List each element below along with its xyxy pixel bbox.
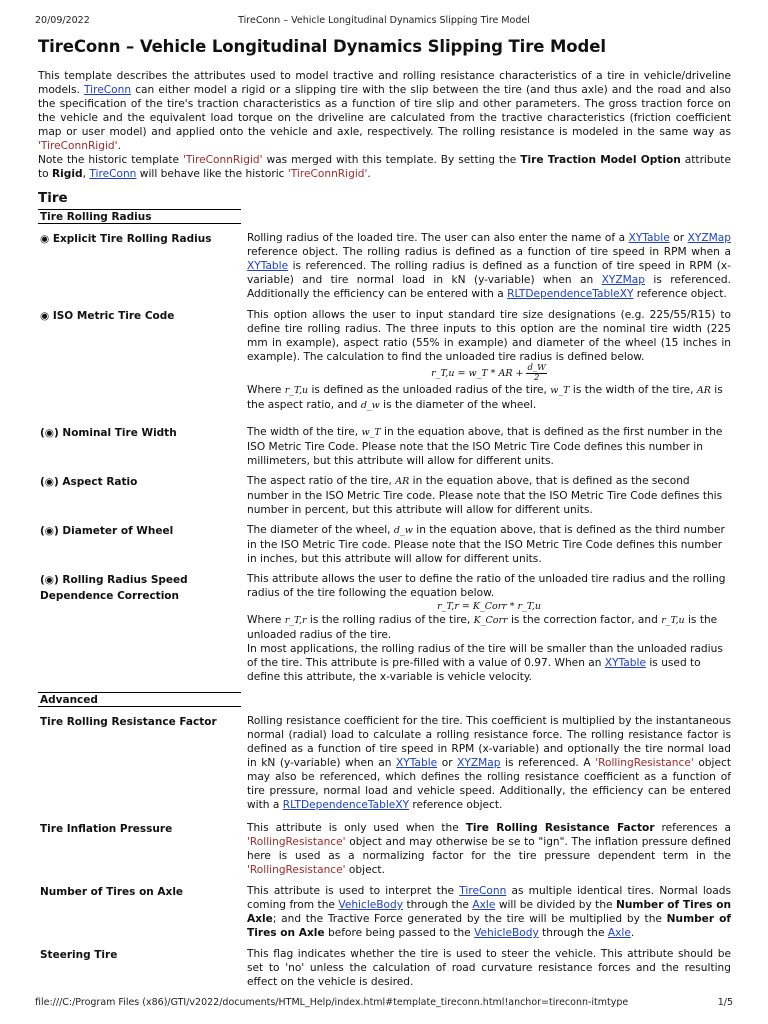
- print-url: file:///C:/Program Files (x86)/GTI/v2022/documents/HTML_Help/index.html#template_tireconn.html!anchor=tireconn-itmtype: [35, 997, 629, 1008]
- xyzmap-link[interactable]: XYZMap: [687, 232, 731, 244]
- print-header: [35, 15, 733, 29]
- xytable-link[interactable]: XYTable: [628, 232, 670, 244]
- intro-paragraph-1: This template describes the attributes used to model tractive and rolling resistance characteristics of a tire in vehicle/driveline models. TireConn can either model a rigid or a slipping tire with the slip between the tire (and thus axle) and the road and also the specification of the tire's traction characteristics as a function of tire slip and other parameters. The gross traction force on the vehicle and the equivalent load torque on the driveline are calculated from the tractive characteristics (friction coefficient map or user model) and applied onto the vehicle and axle, respectively. The rolling resistance is modeled in the same way as 'TireConnRigid'.: [38, 70, 731, 152]
- print-date: 20/09/2022: [35, 15, 90, 26]
- tireconnrigid-ref: 'TireConnRigid': [38, 140, 118, 152]
- subsection-tire-rolling-radius: Tire Rolling Radius: [38, 209, 241, 224]
- attribute-description: Rolling resistance coefficient for the tire. This coefficient is multiplied by the instantaneous normal (radial) load to calculate a rolling resistance force. The rolling resistance factor is defined as a function of tire speed in RPM (x-variable) and optionally the tire normal load in kN (y-variable) when an XYTable or XYZMap is referenced. A 'RollingResistance' object may also be referenced, which defines the rolling resistance coefficient as a function of tire pressure, normal load and vehicle speed. Additionally, the efficiency can be entered with a RLTDependenceTableXY reference object.: [247, 715, 731, 811]
- vehiclebody-link[interactable]: VehicleBody: [338, 899, 404, 911]
- attribute-description: This option allows the user to input standard tire size designations (e.g. 225/55/R15) to define tire rolling radius. The three inputs to this option are the nominal tire width (225 mm in example), aspect ratio (55% in example) and diameter of the wheel (15 inches in example). The calculation to find the unloaded tire radius is defined below. r_T,u = w_T * AR + $\frac{d\_W}{2}$ Where r_T,u is defined as the unloaded radius of the tire, w_T is the width of the tire, AR is the aspect ratio, and d_w is the diameter of the wheel.: [247, 309, 731, 411]
- equation-unloaded-radius: r_T,u = w_T * AR + $\frac{d\_W}{2}$: [431, 363, 546, 383]
- attribute-description: This attribute allows the user to define the ratio of the unloaded tire radius and the rolling radius of the tire following the equation below. r_T,r = K_Corr * r_T,u Where r_T,r is the rolling radius of the tire, K_Corr is the correction factor, and r_T,u is the unloaded radius of the tire. In most applications, the rolling radius of the tire will be smaller than the unloaded radius of the tire. This attribute is pre-filled with a value of 0.97. When an XYTable is used to define this attribute, the x-variable is vehicle velocity.: [247, 572, 731, 684]
- attribute-description: This attribute is only used when the Tire Rolling Resistance Factor references a 'RollingResistance' object and may otherwise be se to "ign". The inflation pressure defined here is used as a normalizing factor for the tire pressure dependent term in the 'RollingResistance' object.: [247, 822, 732, 876]
- intro-paragraph-2: Note the historic template 'TireConnRigid' was merged with this template. By setting the Tire Traction Model Option attribute to Rigid, TireConn will behave like the historic 'TireConnRigid'.: [38, 154, 731, 180]
- tireconn-link[interactable]: TireConn: [89, 168, 137, 180]
- page-number: 1/5: [717, 997, 733, 1008]
- equation-rolling-radius: r_T,r = K_Corr * r_T,u: [437, 601, 541, 612]
- xyzmap-link[interactable]: XYZMap: [601, 274, 645, 286]
- attribute-label: (◉) Rolling Radius Speed Dependence Correction: [40, 574, 188, 602]
- axle-link[interactable]: Axle: [607, 927, 631, 939]
- attribute-label: Steering Tire: [40, 949, 118, 961]
- axle-link[interactable]: Axle: [472, 899, 496, 911]
- xytable-link[interactable]: XYTable: [604, 657, 646, 669]
- attribute-description: This attribute is used to interpret the TireConn as multiple identical tires. Normal loads coming from the VehicleBody through the Axle will be divided by the Number of Tires on Axle; and the Tractive Force generated by the tire will be multiplied by the Number of Tires on Axle before being passed to the VehicleBody through the Axle.: [247, 885, 732, 939]
- attribute-description: The diameter of the wheel, d_w in the equation above, that is defined as the third number in the ISO Metric Tire code. Please note that the ISO Metric Tire Code defines this number in inches, but this attribute will allow for different units.: [247, 524, 725, 565]
- rlt-link[interactable]: RLTDependenceTableXY: [507, 288, 634, 300]
- attribute-label: ◉ ISO Metric Tire Code: [40, 310, 175, 322]
- page-title: TireConn – Vehicle Longitudinal Dynamics Slipping Tire Model: [38, 37, 606, 56]
- print-title: TireConn – Vehicle Longitudinal Dynamics Slipping Tire Model: [238, 15, 530, 26]
- xytable-link[interactable]: XYTable: [247, 260, 289, 272]
- attribute-label: Tire Inflation Pressure: [40, 823, 173, 835]
- print-footer: [35, 997, 733, 1011]
- attribute-label: Number of Tires on Axle: [40, 886, 184, 898]
- attribute-description: Rolling radius of the loaded tire. The user can also enter the name of a XYTable or XYZMap reference object. The rolling radius is defined as a function of tire speed in RPM when a XYTable is referenced. The rolling radius is defined as a function of tire speed in RPM (x-variable) and tire normal load in kN (y-variable) when an XYZMap is referenced. Additionally the efficiency can be entered with a RLTDependenceTableXY reference object.: [247, 232, 732, 300]
- section-heading-tire: Tire: [38, 190, 68, 206]
- attribute-label: (◉) Diameter of Wheel: [40, 525, 174, 537]
- attribute-label: ◉ Explicit Tire Rolling Radius: [40, 233, 212, 245]
- xyzmap-link[interactable]: XYZMap: [457, 757, 501, 769]
- attribute-label: (◉) Aspect Ratio: [40, 476, 138, 488]
- rlt-link[interactable]: RLTDependenceTableXY: [282, 799, 410, 811]
- tireconn-link[interactable]: TireConn: [459, 885, 507, 897]
- attribute-description: The width of the tire, w_T in the equation above, that is defined as the first number in the ISO Metric Tire Code. Please note that the ISO Metric Tire Code defines this number in millimeters, but this attribute will allow for different units.: [247, 426, 723, 467]
- subsection-advanced: Advanced: [38, 692, 241, 707]
- xytable-link[interactable]: XYTable: [396, 757, 438, 769]
- tireconn-link[interactable]: TireConn: [84, 84, 132, 96]
- attribute-label: Tire Rolling Resistance Factor: [40, 716, 217, 728]
- attribute-description: This flag indicates whether the tire is used to steer the vehicle. This attribute should be set to 'no' unless the calculation of road curvature resistance forces and the resulting effect on the vehicle is desired.: [247, 948, 731, 988]
- attribute-description: The aspect ratio of the tire, AR in the equation above, that is defined as the second number in the ISO Metric Tire code. Please note that the ISO Metric Tire Code defines this number in percent, but this attribute will allow for different units.: [247, 475, 723, 516]
- vehiclebody-link[interactable]: VehicleBody: [474, 927, 539, 939]
- attribute-label: (◉) Nominal Tire Width: [40, 427, 177, 439]
